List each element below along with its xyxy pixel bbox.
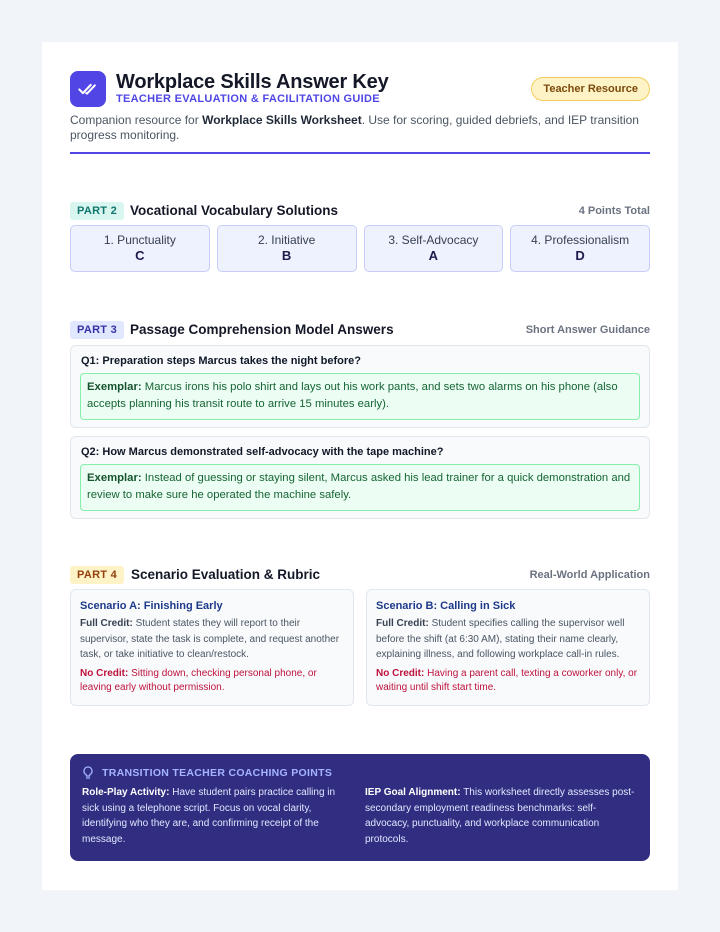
vocab-card [510,225,650,272]
vocab-term: 2. Initiative [257,233,316,247]
part3-pill: PART 3 [70,321,124,339]
question-card [70,345,650,428]
vocab-term: 3. Self-Advocacy [388,233,479,247]
question-card [70,436,650,519]
vocab-card [364,225,504,272]
vocab-answer: D [575,248,585,263]
coaching-header [82,766,332,780]
role-play-text: Have student pairs practice calling in sick using a telephone script. Focus on vocal clarity, identifying who they are, and confirming receipt of the message. [82,787,336,845]
exemplar-label: Exemplar: [87,381,142,393]
page-title: Workplace Skills Answer Key [116,71,389,93]
vocab-term: 1. Punctuality [103,233,176,247]
iep-alignment-text: This worksheet directly assesses post-secondary employment readiness benchmarks: self-advocacy, punctuality, and workplace communication protocols. [365,787,635,845]
part2-pill: PART 2 [70,202,124,220]
document-header [70,71,650,111]
part3-guidance: Short Answer Guidance [525,324,650,336]
question-text: Q2: How Marcus demonstrated self-advocacy with the tape machine? [81,446,444,458]
exemplar-answer [80,373,640,420]
answer-key-page [42,42,678,890]
lightbulb-icon [82,766,94,780]
iep-alignment-label: IEP Goal Alignment: [365,787,461,798]
vocab-card [70,225,210,272]
no-credit-label: No Credit: [80,667,129,679]
full-credit-text [376,616,639,663]
exemplar-text: Marcus irons his polo shirt and lays out his work pants, and sets two alarms on his phone (also accepts planning his transit route to arrive 15 minutes early). [87,381,618,410]
vocab-answer: A [428,248,439,263]
full-credit-text [80,616,343,663]
no-credit-criteria: Having a parent call, texting a coworker only, or waiting until shift start time. [376,667,638,693]
coaching-title: TRANSITION TEACHER COACHING POINTS [102,767,333,779]
part4-pill: PART 4 [70,566,124,584]
full-credit-label: Full Credit: [376,618,429,629]
intro-worksheet-name: Workplace Skills Worksheet [202,113,362,127]
full-credit-label: Full Credit: [80,618,133,629]
part2-points: 4 Points Total [578,205,650,217]
part2-header [70,202,650,220]
scenario-card [366,589,650,706]
part2-title: Vocational Vocabulary Solutions [130,203,339,218]
vocab-answers [70,225,650,272]
exemplar-label: Exemplar: [87,472,142,484]
part4-header [70,566,650,584]
vocab-answer: B [281,248,292,263]
coaching-panel [70,754,650,861]
no-credit-label: No Credit: [376,667,425,679]
no-credit-criteria: Sitting down, checking personal phone, or leaving early without permission. [80,667,317,693]
exemplar-answer [80,464,640,511]
full-credit-criteria: Student states they will report to their supervisor, state the task is complete, and request another task, or take initiative to clean/restock. [80,618,340,660]
intro-prefix: Companion resource for [70,113,203,127]
part4-application: Real-World Application [529,569,650,581]
question-text: Q1: Preparation steps Marcus takes the night before? [81,355,361,367]
part3-header [70,321,650,339]
teacher-resource-badge: Teacher Resource [531,77,650,101]
scenario-title: Scenario B: Calling in Sick [376,600,516,612]
role-play-note [82,785,352,847]
no-credit-text [80,667,343,696]
iep-alignment-note [365,785,635,847]
header-divider [70,152,650,154]
vocab-answer: C [135,248,145,263]
vocab-card [217,225,357,272]
part4-title: Scenario Evaluation & Rubric [131,567,321,582]
page-subtitle: TEACHER EVALUATION & FACILITATION GUIDE [116,93,380,105]
no-credit-text [376,667,639,696]
double-check-icon [70,71,106,107]
full-credit-criteria: Student specifies calling the supervisor well before the shift (at 6:30 AM), stating their name clearly, explaining illness, and following workplace call-in rules. [376,618,625,660]
intro-suffix: . Use for scoring, guided debriefs, and IEP transition progress monitoring. [70,113,639,142]
intro-text [70,113,650,143]
vocab-term: 4. Professionalism [531,233,630,247]
scenario-card [70,589,354,706]
role-play-label: Role-Play Activity: [82,787,170,798]
scenario-title: Scenario A: Finishing Early [80,600,223,612]
exemplar-text: Instead of guessing or staying silent, Marcus asked his lead trainer for a quick demonstration and review to make sure he operated the machine safely. [87,472,631,501]
part3-title: Passage Comprehension Model Answers [130,322,394,337]
